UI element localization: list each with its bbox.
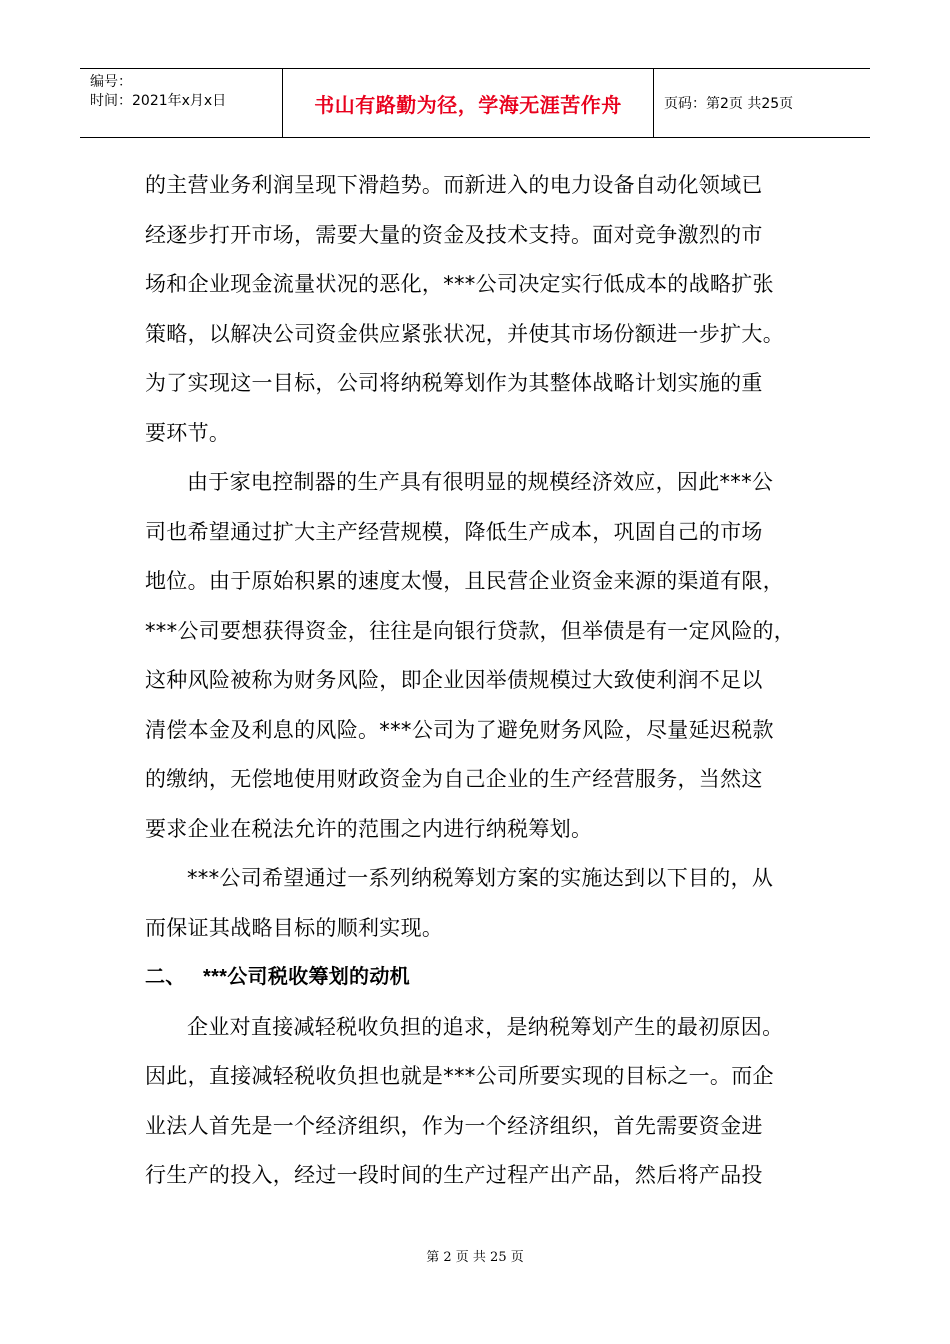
body-line: 业法人首先是一个经济组织，作为一个经济组织，首先需要资金进 bbox=[145, 1113, 763, 1138]
body-line: 由于家电控制器的生产具有很明显的规模经济效应，因此***公 bbox=[187, 470, 774, 494]
section-title: ***公司税收筹划的动机 bbox=[203, 966, 410, 988]
body-line: 这种风险被称为财务风险，即企业因举债规模过大致使利润不足以 bbox=[145, 668, 763, 692]
body-line: 清偿本金及利息的风险。***公司为了避免财务风险，尽量延迟税款 bbox=[145, 717, 774, 742]
body-line: 策略，以解决公司资金供应紧张状况，并使其市场份额进一步扩大。 bbox=[145, 321, 784, 346]
body-line: 而保证其战略目标的顺利实现。 bbox=[145, 915, 444, 940]
page-footer: 第 2 页 共 25 页 bbox=[426, 1250, 524, 1265]
body-line: ***公司希望通过一系列纳税筹划方案的实施达到以下目的，从 bbox=[187, 866, 774, 890]
header-motto: 书山有路勤为径，学海无涯苦作舟 bbox=[282, 69, 654, 137]
section-heading bbox=[145, 953, 825, 1003]
body-line: 要环节。 bbox=[145, 420, 231, 445]
document-number-label: 编号： bbox=[90, 74, 132, 90]
document-date: 时间：2021年x月x日 bbox=[90, 93, 227, 109]
header-meta bbox=[80, 69, 282, 137]
body-line: 地位。由于原始积累的速度太慢，且民营企业资金来源的渠道有限， bbox=[145, 569, 784, 593]
body-line: 的主营业务利润呈现下滑趋势。而新进入的电力设备自动化领域已 bbox=[145, 173, 763, 197]
body-line: 企业对直接减轻税收负担的追求，是纳税筹划产生的最初原因。 bbox=[187, 1014, 784, 1039]
body-line: 场和企业现金流量状况的恶化，***公司决定实行低成本的战略扩张 bbox=[145, 272, 774, 296]
body-line: 因此，直接减轻税收负担也就是***公司所要实现的目标之一。而企 bbox=[145, 1064, 774, 1088]
section-number: 二、 bbox=[145, 966, 186, 988]
body-line: 行生产的投入，经过一段时间的生产过程产出产品，然后将产品投 bbox=[145, 1163, 763, 1187]
header-page-info: 页码：第2页 共25页 bbox=[664, 96, 794, 112]
body-line: 要求企业在税法允许的范围之内进行纳税筹划。 bbox=[145, 816, 593, 841]
document-body bbox=[145, 161, 825, 1201]
body-line: 经逐步打开市场，需要大量的资金及技术支持。面对竞争激烈的市 bbox=[145, 222, 763, 247]
page-header bbox=[80, 68, 870, 138]
body-line: ***公司要想获得资金，往往是向银行贷款，但举债是有一定风险的， bbox=[145, 618, 796, 643]
body-line: 的缴纳，无偿地使用财政资金为自己企业的生产经营服务，当然这 bbox=[145, 767, 763, 791]
body-line: 为了实现这一目标，公司将纳税筹划作为其整体战略计划实施的重 bbox=[145, 371, 763, 395]
body-line: 司也希望通过扩大主产经营规模，降低生产成本，巩固自己的市场 bbox=[145, 519, 763, 544]
